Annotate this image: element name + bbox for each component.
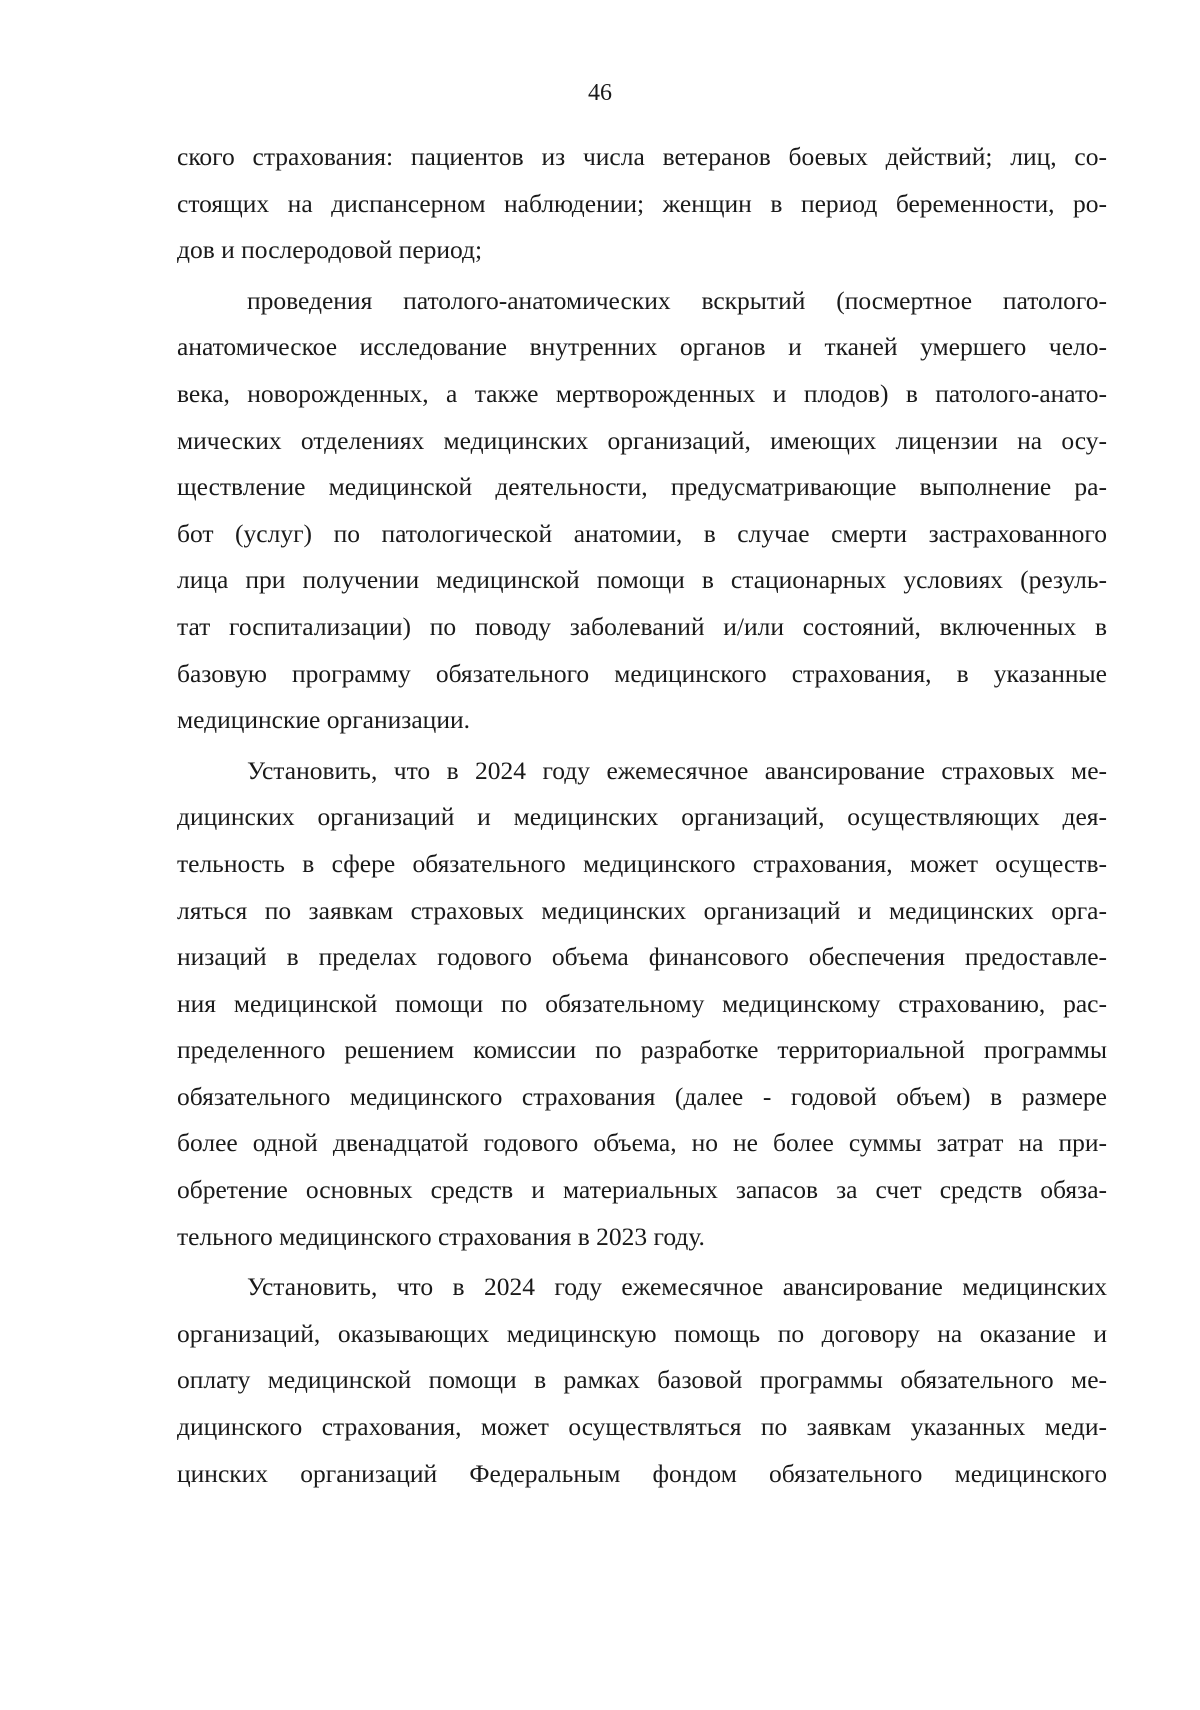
text-line: пределенного решением комиссии по разработке территориальной программы	[177, 1035, 1107, 1065]
text-line: дицинского страхования, может осуществляться по заявкам указанных меди-	[177, 1412, 1107, 1442]
text-line: века, новорожденных, а также мертворожденных и плодов) в патолого-анато-	[177, 378, 1107, 408]
text-line: медицинские организации.	[177, 705, 471, 735]
text-line: более одной двенадцатой годового объема, но не более суммы затрат на при-	[177, 1128, 1107, 1158]
text-line: низаций в пределах годового объема финансового обеспечения предоставле-	[177, 942, 1107, 972]
paragraph-1	[177, 134, 1107, 274]
text-line: тельность в сфере обязательного медицинского страхования, может осуществ-	[177, 848, 1107, 878]
text-line: лица при получении медицинской помощи в стационарных условиях (резуль-	[177, 565, 1107, 595]
text-line: базовую программу обязательного медицинского страхования, в указанные	[177, 658, 1107, 688]
text-line: Установить, что в 2024 году ежемесячное авансирование медицинских	[247, 1272, 1107, 1302]
text-line: дов и послеродовой период;	[177, 235, 483, 265]
text-line: оплату медицинской помощи в рамках базовой программы обязательного ме-	[177, 1365, 1107, 1395]
text-line: ского страхования: пациентов из числа ветеранов боевых действий; лиц, со-	[177, 142, 1107, 171]
text-line: обретение основных средств и материальных запасов за счет средств обяза-	[177, 1175, 1107, 1205]
document-body	[177, 134, 1107, 1497]
paragraph-4	[177, 1264, 1107, 1497]
text-line: цинских организаций Федеральным фондом обязательного медицинского	[177, 1458, 1107, 1488]
text-line: бот (услуг) по патологической анатомии, в случае смерти застрахованного	[177, 518, 1107, 548]
text-line: мических отделениях медицинских организаций, имеющих лицензии на осу-	[177, 425, 1107, 455]
text-line: ния медицинской помощи по обязательному медицинскому страхованию, рас-	[177, 988, 1107, 1018]
text-line: обязательного медицинского страхования (далее - годовой объем) в размере	[177, 1081, 1107, 1111]
text-line: дицинских организаций и медицинских организаций, осуществляющих дея-	[177, 802, 1107, 832]
text-line: ществление медицинской деятельности, предусматривающие выполнение ра-	[177, 472, 1107, 502]
paragraph-2	[177, 278, 1107, 744]
paragraph-3	[177, 748, 1107, 1261]
text-line: тат госпитализации) по поводу заболеваний и/или состояний, включенных в	[177, 611, 1107, 641]
page-number: 46	[588, 80, 612, 106]
text-line: анатомическое исследование внутренних органов и тканей умершего чело-	[177, 332, 1107, 362]
text-line: тельного медицинского страхования в 2023 году.	[177, 1221, 705, 1251]
text-line: организаций, оказывающих медицинскую помощь по договору на оказание и	[177, 1318, 1107, 1348]
text-line: проведения патолого-анатомических вскрытий (посмертное патолого-	[247, 285, 1107, 315]
text-line: стоящих на диспансерном наблюдении; женщин в период беременности, ро-	[177, 188, 1107, 218]
text-line: Установить, что в 2024 году ежемесячное авансирование страховых ме-	[247, 755, 1107, 785]
text-line: ляться по заявкам страховых медицинских организаций и медицинских орга-	[177, 895, 1107, 925]
